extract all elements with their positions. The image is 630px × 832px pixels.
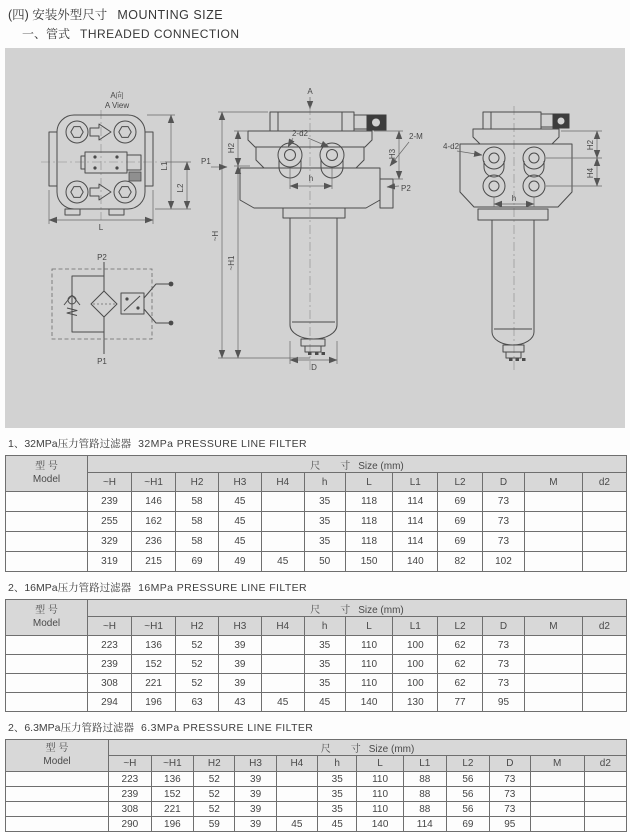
size-header-en: Size (mm) (358, 460, 404, 472)
size-cell: 62 (438, 636, 483, 655)
dim-label-H4: H4 (586, 167, 595, 179)
size-cell: 69 (446, 817, 489, 832)
size-cell: 58 (176, 532, 219, 552)
col-header: ~H (87, 473, 131, 492)
spec-table-32mpa (5, 455, 627, 572)
size-cell: 196 (151, 817, 194, 832)
size-header-row (6, 600, 627, 617)
size-cell: 73 (482, 512, 524, 532)
size-cell (261, 655, 304, 674)
size-cell (525, 693, 583, 712)
size-cell: 39 (218, 636, 261, 655)
size-cell: 114 (393, 512, 438, 532)
size-cell (261, 636, 304, 655)
col-header: H4 (261, 473, 304, 492)
size-cell: 45 (218, 532, 261, 552)
pressure-switch (483, 112, 569, 129)
size-cell: 95 (489, 817, 530, 832)
size-cell: 45 (318, 817, 357, 832)
size-cell: 52 (176, 636, 219, 655)
col-header: ~H1 (132, 617, 176, 636)
size-header-cn: 尺 寸 (310, 604, 351, 616)
size-header (87, 600, 626, 617)
size-cell: 73 (482, 532, 524, 552)
size-cell: 239 (109, 787, 152, 802)
col-header: H3 (235, 756, 276, 772)
size-header-row (6, 740, 627, 756)
model-header-cn: 型 号 (45, 743, 69, 754)
size-cell: 35 (304, 512, 345, 532)
schematic-port-p1: P1 (97, 357, 107, 366)
size-cell: 100 (393, 674, 438, 693)
col-header: h (304, 473, 345, 492)
port-label-p1: P1 (201, 157, 211, 166)
model-cell (6, 655, 88, 674)
size-cell: 35 (304, 532, 345, 552)
size-cell: 45 (261, 693, 304, 712)
flow-arrow-icon (90, 184, 111, 200)
section-63mpa (0, 720, 630, 832)
size-cell (276, 802, 317, 817)
size-cell: 69 (438, 512, 483, 532)
col-header: H3 (218, 617, 261, 636)
col-header: L (345, 617, 393, 636)
col-header: L2 (438, 473, 483, 492)
page-subtitle-en: THREADED CONNECTION (80, 27, 240, 41)
front-view-drawing (201, 87, 423, 373)
size-cell: 239 (87, 492, 131, 512)
col-header: d2 (584, 756, 626, 772)
model-cell (6, 636, 88, 655)
size-cell: 152 (151, 787, 194, 802)
size-cell (261, 492, 304, 512)
size-cell: 39 (218, 655, 261, 674)
size-cell: 35 (304, 492, 345, 512)
col-header: L1 (393, 617, 438, 636)
size-cell (584, 772, 626, 787)
dim-label-h: h (308, 174, 314, 183)
col-header: H3 (218, 473, 261, 492)
size-header (87, 456, 626, 473)
pressure-switch (270, 112, 386, 131)
size-cell: 43 (218, 693, 261, 712)
size-cell: 136 (132, 636, 176, 655)
size-cell: 50 (304, 552, 345, 572)
col-header: D (482, 473, 524, 492)
port-label-2m: 2-M (409, 132, 423, 141)
dim-label-L1: L1 (160, 161, 169, 171)
size-cell: 45 (261, 552, 304, 572)
col-header: h (304, 617, 345, 636)
section-title (8, 436, 630, 451)
size-cell (525, 552, 583, 572)
dim-label-H1: ~H1 (227, 255, 236, 271)
size-cell (582, 552, 626, 572)
size-cell (582, 655, 626, 674)
section-title-en: 32MPa PRESSURE LINE FILTER (138, 438, 308, 450)
page-subtitle-cn: 一、管式 (22, 27, 71, 41)
section-title-cn: 2、6.3MPa压力管路过滤器 (8, 722, 135, 734)
col-header: M (525, 473, 583, 492)
col-header: D (489, 756, 530, 772)
size-cell: 63 (176, 693, 219, 712)
size-cell: 52 (176, 674, 219, 693)
page (0, 5, 630, 832)
col-header: L1 (393, 473, 438, 492)
side-view-drawing (443, 106, 602, 370)
drawing-panel (5, 48, 625, 428)
size-cell: 221 (132, 674, 176, 693)
size-cell (582, 532, 626, 552)
size-cell (276, 787, 317, 802)
table-body (6, 492, 627, 572)
section-title-en: 16MPa PRESSURE LINE FILTER (138, 582, 308, 594)
size-cell: 130 (393, 693, 438, 712)
size-cell: 100 (393, 636, 438, 655)
size-cell: 110 (345, 636, 393, 655)
size-cell: 59 (194, 817, 235, 832)
table-row (6, 802, 627, 817)
size-cell: 110 (345, 674, 393, 693)
col-header: h (318, 756, 357, 772)
table-row (6, 636, 627, 655)
size-cell: 73 (489, 772, 530, 787)
size-cell: 114 (393, 492, 438, 512)
col-header: H2 (176, 473, 219, 492)
dim-label-H: ~H (211, 230, 220, 242)
col-header: H4 (261, 617, 304, 636)
dim-label-h: h (511, 194, 517, 203)
dim-label-H3: H3 (388, 148, 397, 160)
size-cell (582, 512, 626, 532)
size-cell: 110 (345, 655, 393, 674)
size-cell: 150 (345, 552, 393, 572)
size-cell: 73 (482, 655, 524, 674)
hole-label-2d2: 2-d2 (291, 129, 309, 138)
size-cell: 88 (403, 772, 446, 787)
col-header: ~H1 (151, 756, 194, 772)
model-cell (6, 787, 109, 802)
size-cell (530, 817, 584, 832)
size-cell: 62 (438, 674, 483, 693)
size-cell (261, 532, 304, 552)
size-cell: 73 (482, 492, 524, 512)
model-header-en: Model (32, 473, 61, 485)
technical-drawing (5, 48, 625, 428)
col-header: H4 (276, 756, 317, 772)
size-cell: 162 (132, 512, 176, 532)
size-cell: 223 (87, 636, 131, 655)
col-header: H2 (176, 617, 219, 636)
page-title-cn: (四) 安装外型尺寸 (8, 8, 108, 22)
size-cell: 239 (87, 655, 131, 674)
pressure-switch-symbol (121, 282, 173, 326)
size-cell: 35 (318, 772, 357, 787)
model-cell (6, 512, 88, 532)
size-cell: 39 (218, 674, 261, 693)
size-cell: 69 (438, 532, 483, 552)
size-cell (276, 772, 317, 787)
model-cell (6, 552, 88, 572)
page-title (8, 5, 630, 21)
size-cell: 35 (318, 787, 357, 802)
top-view-drawing (41, 90, 191, 232)
size-cell: 100 (393, 655, 438, 674)
dim-label-D: D (311, 363, 317, 372)
hydraulic-schematic (52, 253, 173, 366)
section-arrow-label: A (307, 87, 313, 96)
col-header: ~H (109, 756, 152, 772)
model-header-cn: 型 号 (35, 461, 58, 472)
size-cell: 223 (109, 772, 152, 787)
size-cell: 110 (357, 802, 403, 817)
col-header: M (530, 756, 584, 772)
model-cell (6, 532, 88, 552)
a-view-label-cn: A向 (110, 91, 124, 100)
model-header (6, 740, 109, 772)
size-cell: 88 (403, 787, 446, 802)
col-header: M (525, 617, 583, 636)
model-header (6, 600, 88, 636)
dim-label-H2: H2 (227, 142, 236, 154)
size-cell: 136 (151, 772, 194, 787)
size-cell: 45 (276, 817, 317, 832)
model-cell (6, 802, 109, 817)
size-cell (530, 787, 584, 802)
size-cell: 118 (345, 512, 393, 532)
size-cell: 110 (357, 772, 403, 787)
col-header: L2 (438, 617, 483, 636)
size-cell (530, 772, 584, 787)
size-header-row (6, 456, 627, 473)
size-cell: 196 (132, 693, 176, 712)
size-cell: 290 (109, 817, 152, 832)
size-cell: 39 (235, 772, 276, 787)
size-cell: 236 (132, 532, 176, 552)
table-row (6, 532, 627, 552)
size-cell: 95 (482, 693, 524, 712)
spec-table-63mpa (5, 739, 627, 832)
model-cell (6, 492, 88, 512)
table-body (6, 636, 627, 712)
flow-arrow-icon (90, 124, 111, 140)
spec-table-16mpa (5, 599, 627, 712)
size-cell: 58 (176, 512, 219, 532)
size-cell: 140 (357, 817, 403, 832)
section-title-cn: 2、16MPa压力管路过滤器 (8, 582, 132, 594)
model-cell (6, 817, 109, 832)
size-cell: 308 (109, 802, 152, 817)
size-cell: 58 (176, 492, 219, 512)
size-cell: 45 (218, 512, 261, 532)
size-cell: 77 (438, 693, 483, 712)
size-cell (525, 655, 583, 674)
table-row (6, 512, 627, 532)
size-cell: 215 (132, 552, 176, 572)
size-cell (261, 674, 304, 693)
size-cell: 118 (345, 492, 393, 512)
col-header: L (357, 756, 403, 772)
size-cell: 329 (87, 532, 131, 552)
col-header: d2 (582, 617, 626, 636)
size-cell (584, 802, 626, 817)
model-header-en: Model (43, 755, 71, 767)
size-cell (582, 492, 626, 512)
section-title (8, 720, 630, 735)
size-cell (582, 636, 626, 655)
size-cell: 69 (176, 552, 219, 572)
size-cell: 152 (132, 655, 176, 674)
size-cell: 62 (438, 655, 483, 674)
size-cell: 52 (194, 802, 235, 817)
schematic-port-p2: P2 (97, 253, 107, 262)
col-header: H2 (194, 756, 235, 772)
size-cell: 52 (194, 787, 235, 802)
size-cell: 319 (87, 552, 131, 572)
size-cell: 221 (151, 802, 194, 817)
size-cell: 73 (482, 636, 524, 655)
a-view-label-en: A View (104, 101, 130, 110)
hole-label-4d2: 4-d2 (443, 142, 460, 151)
model-cell (6, 674, 88, 693)
dim-label-L2: L2 (176, 183, 185, 193)
table-row (6, 552, 627, 572)
size-cell: 45 (304, 693, 345, 712)
size-cell: 82 (438, 552, 483, 572)
size-cell (584, 787, 626, 802)
col-header: D (482, 617, 524, 636)
section-title-en: 6.3MPa PRESSURE LINE FILTER (141, 722, 314, 734)
table-row (6, 787, 627, 802)
col-header: L1 (403, 756, 446, 772)
section-title (8, 580, 630, 595)
size-cell (525, 512, 583, 532)
page-title-en: MOUNTING SIZE (117, 8, 224, 22)
size-header-en: Size (mm) (358, 604, 404, 616)
table-row (6, 772, 627, 787)
size-cell: 114 (403, 817, 446, 832)
size-cell (525, 492, 583, 512)
size-cell: 56 (446, 787, 489, 802)
size-cell: 39 (235, 802, 276, 817)
model-header-en: Model (32, 617, 61, 629)
size-cell: 88 (403, 802, 446, 817)
col-header: ~H (87, 617, 131, 636)
size-cell: 73 (489, 802, 530, 817)
size-cell (525, 674, 583, 693)
size-cell: 114 (393, 532, 438, 552)
model-cell (6, 772, 109, 787)
section-32mpa (0, 436, 630, 572)
section-16mpa (0, 580, 630, 712)
size-cell (582, 693, 626, 712)
size-cell: 110 (357, 787, 403, 802)
size-cell: 56 (446, 772, 489, 787)
size-cell: 52 (176, 655, 219, 674)
size-cell: 140 (345, 693, 393, 712)
col-header: d2 (582, 473, 626, 492)
size-cell: 56 (446, 802, 489, 817)
page-subtitle (22, 25, 630, 41)
table-row (6, 693, 627, 712)
size-cell: 52 (194, 772, 235, 787)
size-header-cn: 尺 寸 (310, 460, 351, 472)
model-cell (6, 693, 88, 712)
size-header-en: Size (mm) (368, 744, 415, 755)
size-cell: 308 (87, 674, 131, 693)
size-cell: 118 (345, 532, 393, 552)
table-row (6, 655, 627, 674)
port-label-p2: P2 (401, 184, 411, 193)
size-cell: 140 (393, 552, 438, 572)
model-header (6, 456, 88, 492)
column-header-row (6, 617, 627, 636)
section-title-cn: 1、32MPa压力管路过滤器 (8, 438, 132, 450)
size-cell: 35 (304, 655, 345, 674)
size-cell: 45 (218, 492, 261, 512)
column-header-row (6, 473, 627, 492)
size-cell (261, 512, 304, 532)
model-header-cn: 型 号 (35, 605, 58, 616)
size-cell: 69 (438, 492, 483, 512)
size-cell (582, 674, 626, 693)
size-cell: 255 (87, 512, 131, 532)
dim-label-L: L (98, 223, 104, 232)
size-header-cn: 尺 寸 (320, 744, 361, 755)
table-row (6, 817, 627, 832)
size-cell: 35 (304, 636, 345, 655)
dim-label-H2: H2 (586, 139, 595, 151)
size-cell: 39 (235, 817, 276, 832)
size-cell (525, 636, 583, 655)
size-cell (530, 802, 584, 817)
table-row (6, 492, 627, 512)
size-cell: 146 (132, 492, 176, 512)
col-header: ~H1 (132, 473, 176, 492)
table-row (6, 674, 627, 693)
size-cell (525, 532, 583, 552)
size-cell: 35 (304, 674, 345, 693)
size-cell (584, 817, 626, 832)
size-header (109, 740, 627, 756)
size-cell: 102 (482, 552, 524, 572)
col-header: L (345, 473, 393, 492)
size-cell: 35 (318, 802, 357, 817)
size-cell: 73 (482, 674, 524, 693)
size-cell: 49 (218, 552, 261, 572)
col-header: L2 (446, 756, 489, 772)
size-cell: 39 (235, 787, 276, 802)
size-cell: 73 (489, 787, 530, 802)
size-cell: 294 (87, 693, 131, 712)
